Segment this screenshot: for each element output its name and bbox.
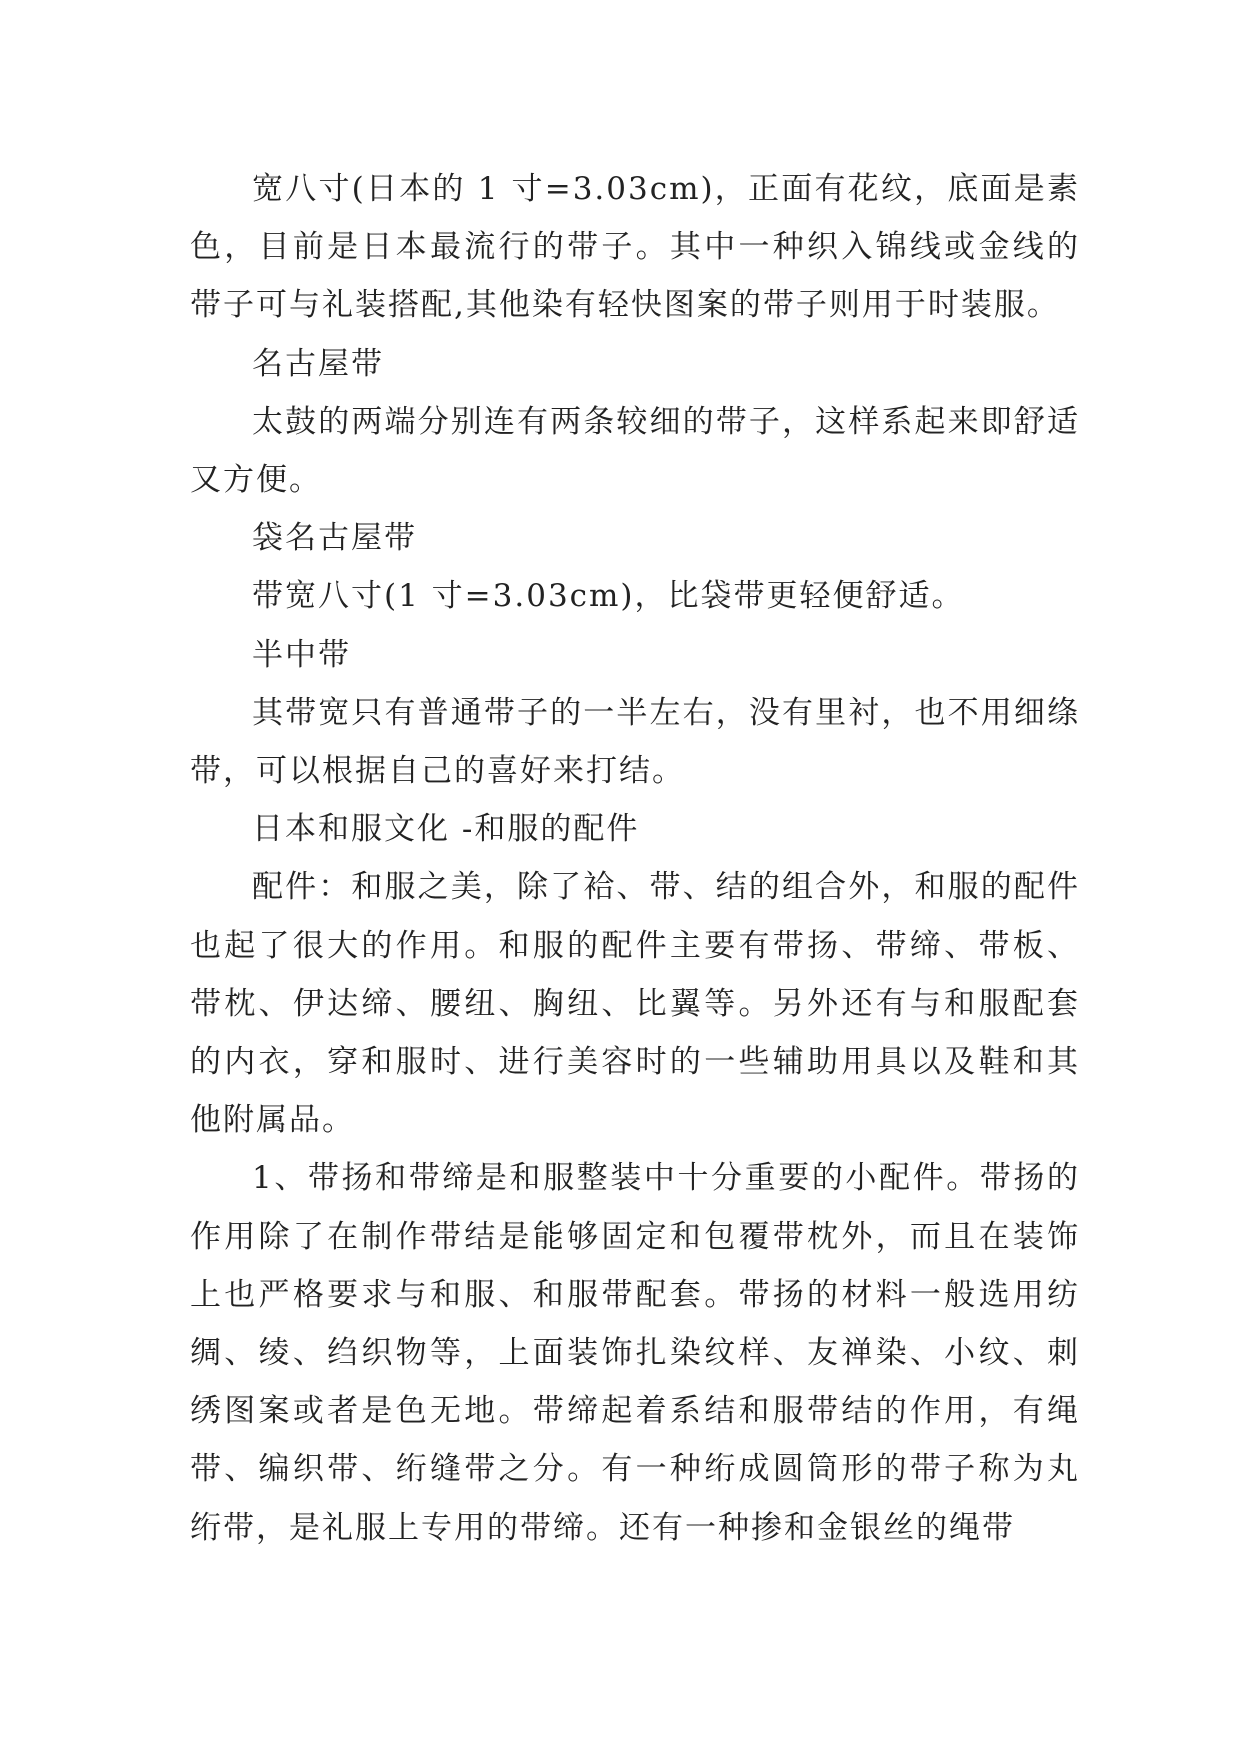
paragraph-fukuro-nagoya-obi-desc: 带宽八寸(1 寸=3.03cm)，比袋带更轻便舒适。 [252, 578, 965, 615]
heading-hanhaba-obi: 半中带 [252, 636, 351, 673]
heading-nagoya-obi: 名古屋带 [252, 345, 384, 382]
paragraph-accessories-intro: 配件：和服之美，除了袷、带、结的组合外，和服的配件也起了很大的作用。和服的配件主要有带扬、带缔、带板、带枕、伊达缔、腰纽、胸纽、比翼等。另外还有与和服配套的内衣，穿和服时、进行美容时的一些辅助用具以及鞋和其他附属品。 [190, 869, 1080, 1139]
body-text [190, 160, 1080, 1557]
paragraph-fukuro-obi-desc: 宽八寸(日本的 1 寸=3.03cm)，正面有花纹，底面是素色，目前是日本最流行的带子。其中一种织入锦线或金线的带子可与礼装搭配,其他染有轻快图案的带子则用于时装服。 [190, 171, 1080, 324]
paragraph-nagoya-obi-desc: 太鼓的两端分别连有两条较细的带子，这样系起来即舒适又方便。 [190, 403, 1080, 499]
paragraph-obiage-obijime: 1、带扬和带缔是和服整装中十分重要的小配件。带扬的作用除了在制作带结是能够固定和包覆带枕外，而且在装饰上也严格要求与和服、和服带配套。带扬的材料一般选用纺绸、绫、绉织物等，上面装饰扎染纹样、友禅染、小纹、刺绣图案或者是色无地。带缔起着系结和服带结的作用，有绳带、编织带、绗缝带之分。有一种绗成圆筒形的带子称为丸绗带，是礼服上专用的带缔。还有一种掺和金银丝的绳带 [190, 1160, 1080, 1546]
heading-kimono-accessories: 日本和服文化 -和服的配件 [252, 811, 640, 848]
heading-fukuro-nagoya-obi: 袋名古屋带 [252, 520, 417, 557]
paragraph-hanhaba-obi-desc: 其带宽只有普通带子的一半左右，没有里衬，也不用细绦带，可以根据自己的喜好来打结。 [190, 694, 1080, 790]
